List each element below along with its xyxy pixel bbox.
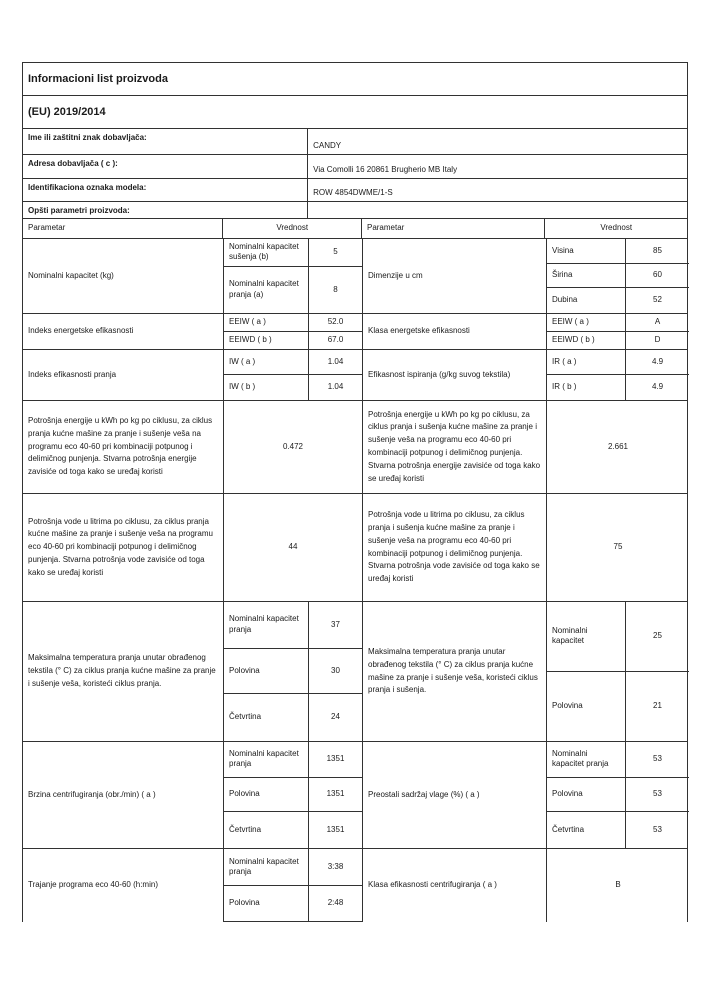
left-half [23, 602, 363, 741]
sub-column [224, 742, 363, 848]
col-header-vrednost: Vrednost [600, 223, 633, 233]
sub-column [224, 849, 363, 922]
right-half [363, 742, 689, 848]
right-half [363, 494, 689, 601]
sub-value-cell: 24 [309, 694, 363, 741]
col-header-parametar: Parametar [362, 219, 545, 238]
sub-value-cell: 1.04 [309, 375, 363, 400]
sub-label-cell: Četvrtina [547, 812, 626, 848]
sub-row [547, 288, 689, 313]
sub-label-cell: Polovina [224, 778, 309, 812]
table-row [23, 602, 687, 742]
sub-row [224, 350, 363, 375]
sub-value-cell: 1351 [309, 778, 363, 812]
param-cell: Potrošnja energije u kWh po kg po ciklusu, za ciklus pranja kućne mašine za pranje i sušenje veša na programu eco 40-60 pri kombinaciji potpunog i delimičnog punjenja. Stvarna potrošnja energije zavisiće od toga kako se uređaj koristi [23, 401, 224, 493]
sub-row [224, 375, 363, 400]
sub-value-cell: D [654, 335, 661, 345]
sub-value-cell: 30 [309, 649, 363, 694]
value-cell: 2.661 [607, 441, 629, 451]
sub-column [224, 239, 363, 313]
sub-value-cell: 5 [309, 239, 363, 266]
info-label: Adresa dobavljača ( c ): [23, 155, 308, 178]
table-row [23, 314, 687, 350]
sub-value-cell: 53 [653, 754, 662, 764]
left-half [23, 350, 363, 400]
left-half [23, 494, 363, 601]
sub-label-cell: Nominalni kapacitet sušenja (b) [224, 239, 309, 266]
right-half [363, 602, 689, 741]
sub-value-cell: 53 [653, 789, 662, 799]
sub-value-cell: 25 [653, 631, 662, 641]
sub-row [224, 332, 363, 349]
param-cell: Potrošnja vode u litrima po ciklusu, za ciklus pranja i sušenja kućne mašine za pranje i sušenje veša na programu eco 40-60 pri kombinaciji potpunog i delimičnog punjenja. Stvarna potrošnja vode zavisiće od toga kako se uređaj koristi [363, 494, 547, 601]
regulation-label: (EU) 2019/2014 [28, 105, 106, 118]
sub-label-cell: Nominalni kapacitet pranja [224, 742, 309, 777]
left-half [23, 849, 363, 922]
regulation-row [23, 96, 687, 129]
sub-row [547, 239, 689, 264]
sub-row [547, 332, 689, 349]
sub-value-cell: A [654, 317, 661, 327]
param-cell: Brzina centrifugiranja (obr./min) ( a ) [23, 742, 224, 848]
sub-label-cell: IR ( b ) [547, 375, 626, 400]
table-row [23, 350, 687, 401]
sub-label-cell: Nominalni kapacitet pranja [547, 742, 626, 777]
left-half [23, 742, 363, 848]
sub-row [224, 602, 363, 649]
sub-row [224, 649, 363, 695]
sub-column [224, 314, 363, 349]
sub-column [547, 314, 689, 349]
sub-row [547, 602, 689, 672]
param-cell: Maksimalna temperatura pranja unutar obrađenog tekstila (° C) za ciklus pranja kućne mašine za pranje i sušenje veša, koristeći ciklus pranja. [23, 602, 224, 741]
sub-row [547, 314, 689, 332]
param-cell: Klasa efikasnosti centrifugiranja ( a ) [363, 849, 547, 922]
left-half [23, 401, 363, 493]
sub-value-cell: 85 [653, 245, 662, 255]
sub-label-cell: Širina [547, 264, 626, 288]
info-row [23, 155, 687, 179]
info-row [23, 202, 687, 219]
param-cell: Preostali sadržaj vlage (%) ( a ) [363, 742, 547, 848]
sub-row [224, 886, 363, 922]
table-row [23, 239, 687, 314]
product-information-sheet [22, 62, 688, 922]
sub-label-cell: EEIWD ( b ) [224, 332, 309, 349]
sub-row [224, 778, 363, 813]
value-cell: 44 [224, 494, 363, 601]
sub-label-cell: Četvrtina [224, 812, 309, 848]
sub-label-cell: EEIW ( a ) [547, 314, 626, 331]
sub-value-cell: 1351 [309, 742, 363, 777]
param-cell: Dimenzije u cm [363, 239, 547, 313]
table-row [23, 849, 687, 922]
sub-label-cell: IW ( b ) [224, 375, 309, 400]
sub-value-cell: 37 [309, 602, 363, 648]
right-half [363, 849, 689, 922]
title-row [23, 63, 687, 96]
sub-column [547, 239, 689, 313]
sub-column [224, 350, 363, 400]
sub-value-cell: 67.0 [309, 332, 363, 349]
sub-value-cell: 3:38 [309, 849, 363, 885]
param-cell: Nominalni kapacitet (kg) [23, 239, 224, 313]
sub-label-cell: Polovina [547, 672, 626, 742]
page-title: Informacioni list proizvoda [28, 72, 168, 85]
value-cell: B [615, 880, 621, 890]
table-row [23, 742, 687, 849]
sub-label-cell: IW ( a ) [224, 350, 309, 374]
sub-row [547, 812, 689, 848]
right-half [363, 350, 689, 400]
sub-label-cell: EEIWD ( b ) [547, 332, 626, 349]
param-cell: Efikasnost ispiranja (g/kg suvog tekstila) [363, 350, 547, 400]
param-cell: Klasa energetske efikasnosti [363, 314, 547, 349]
sub-value-cell: 52.0 [309, 314, 363, 331]
sub-value-cell: 1351 [309, 812, 363, 848]
col-header-parametar: Parametar [23, 219, 223, 238]
info-row [23, 129, 687, 155]
sub-label-cell: Nominalni kapacitet pranja [224, 849, 309, 885]
left-half [23, 239, 363, 313]
sub-column [224, 602, 363, 741]
sub-row [224, 694, 363, 741]
info-value: CANDY [313, 140, 342, 150]
sub-row [224, 267, 363, 313]
info-value: Via Comolli 16 20861 Brugherio MB Italy [313, 164, 458, 174]
sub-label-cell: Dubina [547, 288, 626, 313]
param-cell: Indeks efikasnosti pranja [23, 350, 224, 400]
table-row [23, 401, 687, 494]
sub-column [547, 742, 689, 848]
sub-value-cell: 4.9 [651, 356, 664, 366]
sub-row [224, 849, 363, 886]
sub-label-cell: EEIW ( a ) [224, 314, 309, 331]
sub-label-cell: Polovina [224, 886, 309, 921]
sub-row [224, 742, 363, 778]
right-half [363, 401, 689, 493]
col-header-vrednost: Vrednost [223, 219, 362, 238]
sub-value-cell: 53 [653, 824, 662, 834]
sub-label-cell: Visina [547, 239, 626, 263]
sub-value-cell: 8 [309, 267, 363, 313]
sub-label-cell: Polovina [224, 649, 309, 694]
sub-row [547, 672, 689, 742]
sub-row [547, 742, 689, 778]
sub-label-cell: Nominalni kapacitet pranja (a) [224, 267, 309, 313]
sub-row [224, 314, 363, 332]
sub-row [547, 375, 689, 400]
sub-label-cell: Polovina [547, 778, 626, 812]
info-value [308, 202, 687, 218]
column-header-row [23, 219, 687, 239]
sub-value-cell: 1.04 [309, 350, 363, 374]
sub-value-cell: 21 [653, 701, 662, 711]
value-cell: 0.472 [224, 401, 363, 493]
info-label: Identifikaciona oznaka modela: [23, 179, 308, 201]
sub-row [224, 239, 363, 267]
sub-label-cell: Nominalni kapacitet [547, 602, 626, 671]
param-cell: Maksimalna temperatura pranja unutar obrađenog tekstila (° C) za ciklus pranja kućne mašine za pranje i sušenje veša, koristeći ciklus pranja i sušenja. [363, 602, 547, 741]
parameters-section [23, 239, 687, 922]
sub-value-cell: 2:48 [309, 886, 363, 921]
value-cell: 75 [613, 542, 623, 552]
param-cell: Trajanje programa eco 40-60 (h:min) [23, 849, 224, 922]
sub-label-cell: Četvrtina [224, 694, 309, 741]
info-label: Opšti parametri proizvoda: [23, 202, 308, 218]
right-half [363, 239, 689, 313]
table-row [23, 494, 687, 602]
sub-column [547, 602, 689, 741]
supplier-info-section [23, 129, 687, 219]
sub-row [547, 264, 689, 289]
left-half [23, 314, 363, 349]
param-cell: Indeks energetske efikasnosti [23, 314, 224, 349]
info-label: Ime ili zaštitni znak dobavljača: [23, 129, 308, 154]
sub-row [547, 778, 689, 813]
sub-row [224, 812, 363, 848]
sub-row [547, 350, 689, 375]
sub-value-cell: 60 [653, 270, 662, 280]
sub-column [547, 350, 689, 400]
sub-value-cell: 52 [653, 295, 662, 305]
info-row [23, 179, 687, 202]
right-half [363, 314, 689, 349]
param-cell: Potrošnja vode u litrima po ciklusu, za ciklus pranja kućne mašine za pranje i sušenje veša na programu eco 40-60 pri kombinaciji potpunog i delimičnog punjenja. Stvarna potrošnja vode zavisiće od toga kako se uređaj koristi [23, 494, 224, 601]
sub-value-cell: 4.9 [651, 382, 664, 392]
param-cell: Potrošnja energije u kWh po kg po ciklusu, za ciklus pranja i sušenja kućne mašine za pranje i sušenje veša na programu eco 40-60 pri kombinaciji potpunog i delimičnog punjenja. Stvarna potrošnja energije zavisiće od toga kako se uređaj koristi [363, 401, 547, 493]
sub-label-cell: Nominalni kapacitet pranja [224, 602, 309, 648]
info-value: ROW 4854DWME/1-S [313, 187, 393, 197]
sub-label-cell: IR ( a ) [547, 350, 626, 374]
